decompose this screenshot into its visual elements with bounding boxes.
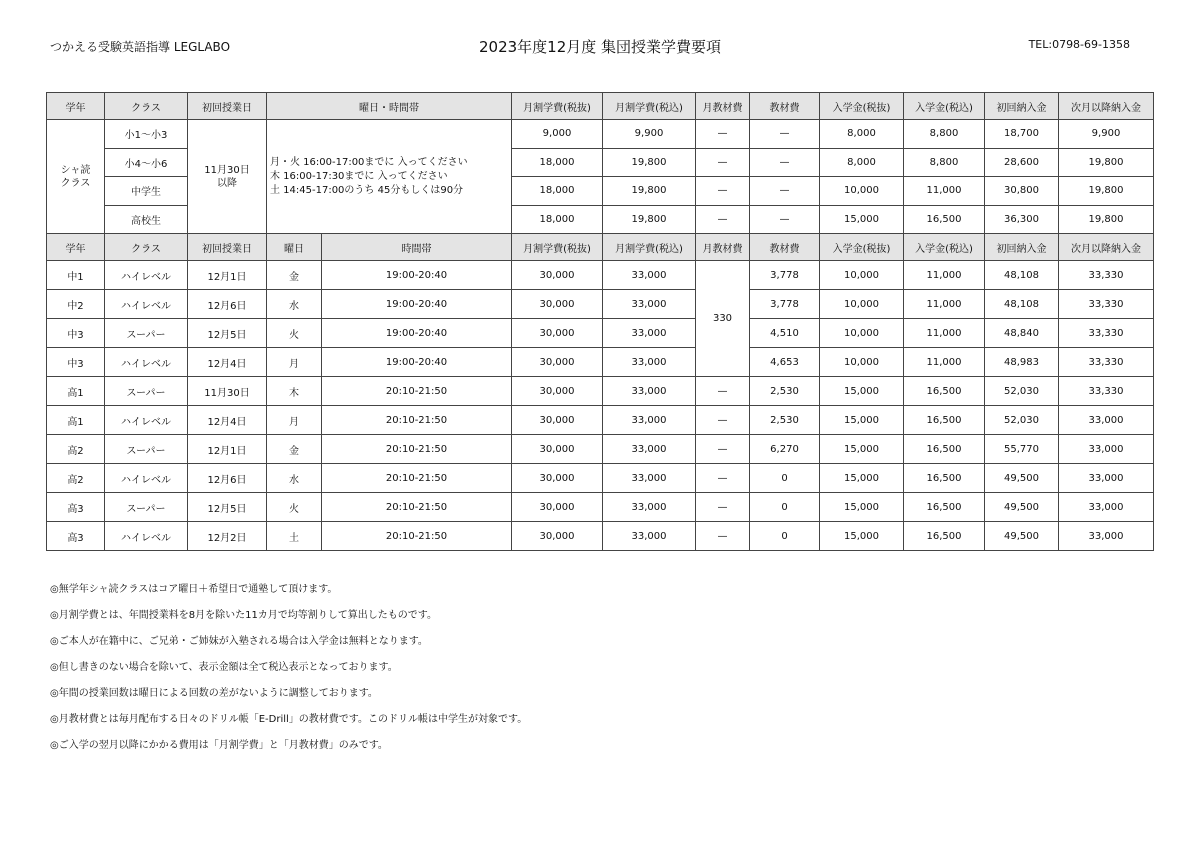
next-cell: 33,000 [1059, 435, 1154, 464]
mat-cell: — [750, 148, 820, 177]
m_in-cell: 33,000 [603, 406, 696, 435]
ent_in-cell: 16,500 [904, 522, 985, 551]
m_in-cell: 33,000 [603, 290, 696, 319]
next-cell: 33,330 [1059, 290, 1154, 319]
time-cell: 20:10-21:50 [322, 493, 512, 522]
m_ex-cell: 30,000 [512, 261, 603, 290]
m_in-cell: 33,000 [603, 348, 696, 377]
first-cell: 30,800 [985, 177, 1059, 206]
note-item: ◎但し書きのない場合を除いて、表示金額は全て税込表示となっております。 [50, 662, 398, 673]
note-item: ◎月割学費とは、年間授業料を8月を除いた11カ月で均等割りして算出したものです。 [50, 610, 438, 621]
table-row [47, 406, 1154, 435]
m_ex-cell: 30,000 [512, 348, 603, 377]
ent_in-cell: 16,500 [904, 435, 985, 464]
next-cell: 33,000 [1059, 406, 1154, 435]
mat-cell: 2,530 [750, 406, 820, 435]
m_ex-cell: 30,000 [512, 290, 603, 319]
notes-list [50, 577, 527, 759]
day-cell: 木 [267, 377, 322, 406]
m_in-cell: 33,000 [603, 435, 696, 464]
m_in-cell: 19,800 [603, 177, 696, 206]
first_pay-cell: 52,030 [985, 406, 1059, 435]
m_in-cell: 9,900 [603, 120, 696, 149]
column-header: クラス [105, 234, 188, 261]
grade-cell: 高1 [47, 406, 105, 435]
first-cell: 12月4日 [188, 406, 267, 435]
m_mat-cell: — [696, 377, 750, 406]
upper-header-row [47, 93, 1154, 120]
m_in-cell: 19,800 [603, 148, 696, 177]
day-cell: 金 [267, 435, 322, 464]
day-cell: 月 [267, 406, 322, 435]
ent_in-cell: 16,500 [904, 205, 985, 234]
m_ex-cell: 18,000 [512, 177, 603, 206]
day-cell: 火 [267, 319, 322, 348]
next-cell: 33,000 [1059, 464, 1154, 493]
ent_ex-cell: 10,000 [820, 290, 904, 319]
ent_in-cell: 11,000 [904, 177, 985, 206]
m_ex-cell: 30,000 [512, 435, 603, 464]
column-header: 月割学費(税抜) [512, 93, 603, 120]
class-cell: スーパー [105, 319, 188, 348]
next-cell: 19,800 [1059, 148, 1154, 177]
m_ex-cell: 30,000 [512, 464, 603, 493]
first-cell: 12月6日 [188, 464, 267, 493]
table-row [47, 522, 1154, 551]
m_in-cell: 33,000 [603, 464, 696, 493]
mat-cell: 0 [750, 493, 820, 522]
column-header: 教材費 [750, 234, 820, 261]
m_mat-cell: — [696, 205, 750, 234]
first-cell: 12月1日 [188, 435, 267, 464]
first-cell: 11月30日 [188, 377, 267, 406]
mat-cell: 0 [750, 522, 820, 551]
class-cell: 高校生 [105, 205, 188, 234]
next-cell: 33,330 [1059, 319, 1154, 348]
day-cell: 水 [267, 464, 322, 493]
grade-cell: 高2 [47, 464, 105, 493]
lower-header-row [47, 234, 1154, 261]
m_in-cell: 33,000 [603, 493, 696, 522]
m_ex-cell: 30,000 [512, 319, 603, 348]
column-header: 学年 [47, 234, 105, 261]
first_pay-cell: 48,108 [985, 290, 1059, 319]
next-cell: 9,900 [1059, 120, 1154, 149]
grade-cell: 中1 [47, 261, 105, 290]
column-header: 曜日 [267, 234, 322, 261]
column-header: 入学金(税込) [904, 234, 985, 261]
column-header: 次月以降納入金 [1059, 234, 1154, 261]
m_ex-cell: 30,000 [512, 522, 603, 551]
ent_ex-cell: 8,000 [820, 120, 904, 149]
m_ex-cell: 9,000 [512, 120, 603, 149]
ent_ex-cell: 10,000 [820, 177, 904, 206]
time-cell: 20:10-21:50 [322, 522, 512, 551]
monthly-material-cell: 330 [696, 261, 750, 377]
time-cell: 19:00-20:40 [322, 319, 512, 348]
table-row [47, 377, 1154, 406]
ent_in-cell: 8,800 [904, 120, 985, 149]
table-row [47, 261, 1154, 290]
fee-table [46, 92, 1154, 551]
m_mat-cell: — [696, 177, 750, 206]
m_mat-cell: — [696, 435, 750, 464]
note-item: ◎無学年シャ読クラスはコア曜日＋希望日で通塾して頂けます。 [50, 584, 338, 595]
class-cell: スーパー [105, 377, 188, 406]
m_in-cell: 33,000 [603, 377, 696, 406]
schedule-cell: 月・火 16:00-17:00までに 入ってください 木 16:00-17:30までに 入ってください 土 14:45-17:00のうち 45分もしくは90分 [267, 120, 512, 234]
column-header: 曜日・時間帯 [267, 93, 512, 120]
table-row [47, 348, 1154, 377]
note-item: ◎ご入学の翌月以降にかかる費用は「月割学費」と「月教材費」のみです。 [50, 740, 388, 751]
page-title: 2023年度12月度 集団授業学費要項 [478, 38, 722, 56]
ent_in-cell: 16,500 [904, 377, 985, 406]
day-cell: 金 [267, 261, 322, 290]
mat-cell: 6,270 [750, 435, 820, 464]
mat-cell: — [750, 120, 820, 149]
next-cell: 33,330 [1059, 261, 1154, 290]
next-cell: 19,800 [1059, 205, 1154, 234]
grade-cell: 高1 [47, 377, 105, 406]
mat-cell: — [750, 177, 820, 206]
ent_ex-cell: 15,000 [820, 493, 904, 522]
first-cell: 12月5日 [188, 319, 267, 348]
column-header: 教材費 [750, 93, 820, 120]
ent_in-cell: 11,000 [904, 348, 985, 377]
table-row [47, 493, 1154, 522]
grade-cell: 高2 [47, 435, 105, 464]
m_ex-cell: 30,000 [512, 377, 603, 406]
table-row [47, 290, 1154, 319]
grade-cell: 高3 [47, 522, 105, 551]
column-header: 入学金(税抜) [820, 234, 904, 261]
time-cell: 19:00-20:40 [322, 261, 512, 290]
day-cell: 水 [267, 290, 322, 319]
grade-cell: 中3 [47, 319, 105, 348]
first_pay-cell: 48,983 [985, 348, 1059, 377]
time-cell: 20:10-21:50 [322, 406, 512, 435]
ent_in-cell: 16,500 [904, 406, 985, 435]
class-cell: ハイレベル [105, 348, 188, 377]
column-header: クラス [105, 93, 188, 120]
column-header: 時間帯 [322, 234, 512, 261]
time-cell: 20:10-21:50 [322, 435, 512, 464]
grade-cell: 中3 [47, 348, 105, 377]
ent_ex-cell: 10,000 [820, 261, 904, 290]
note-item: ◎ご本人が在籍中に、ご兄弟・ご姉妹が入塾される場合は入学金は無料となります。 [50, 636, 428, 647]
column-header: 月割学費(税込) [603, 93, 696, 120]
m_ex-cell: 30,000 [512, 493, 603, 522]
m_mat-cell: — [696, 148, 750, 177]
column-header: 初回授業日 [188, 93, 267, 120]
first_pay-cell: 55,770 [985, 435, 1059, 464]
class-cell: ハイレベル [105, 290, 188, 319]
table-row [47, 464, 1154, 493]
ent_ex-cell: 15,000 [820, 205, 904, 234]
first-day-cell: 11月30日 以降 [188, 120, 267, 234]
table-row [47, 120, 1154, 149]
note-item: ◎年間の授業回数は曜日による回数の差がないように調整しております。 [50, 688, 378, 699]
column-header: 次月以降納入金 [1059, 93, 1154, 120]
column-header: 入学金(税抜) [820, 93, 904, 120]
m_in-cell: 19,800 [603, 205, 696, 234]
table-row [47, 435, 1154, 464]
ent_ex-cell: 15,000 [820, 435, 904, 464]
first-cell: 12月5日 [188, 493, 267, 522]
ent_in-cell: 11,000 [904, 290, 985, 319]
ent_ex-cell: 15,000 [820, 406, 904, 435]
mat-cell: 4,510 [750, 319, 820, 348]
ent_in-cell: 11,000 [904, 319, 985, 348]
column-header: 月割学費(税抜) [512, 234, 603, 261]
m_mat-cell: — [696, 406, 750, 435]
first-cell: 12月2日 [188, 522, 267, 551]
time-cell: 20:10-21:50 [322, 377, 512, 406]
ent_ex-cell: 10,000 [820, 319, 904, 348]
class-cell: スーパー [105, 493, 188, 522]
mat-cell: 4,653 [750, 348, 820, 377]
next-cell: 33,000 [1059, 522, 1154, 551]
phone-number: TEL:0798-69-1358 [1028, 38, 1130, 51]
ent_ex-cell: 15,000 [820, 464, 904, 493]
ent_in-cell: 16,500 [904, 493, 985, 522]
m_ex-cell: 18,000 [512, 205, 603, 234]
next-cell: 33,330 [1059, 348, 1154, 377]
ent_ex-cell: 8,000 [820, 148, 904, 177]
m_in-cell: 33,000 [603, 522, 696, 551]
next-cell: 19,800 [1059, 177, 1154, 206]
class-cell: ハイレベル [105, 406, 188, 435]
grade-cell: 中2 [47, 290, 105, 319]
class-cell: 小4～小6 [105, 148, 188, 177]
grade-cell: シャ読 クラス [47, 120, 105, 234]
first-cell: 28,600 [985, 148, 1059, 177]
ent_ex-cell: 15,000 [820, 377, 904, 406]
class-cell: 小1～小3 [105, 120, 188, 149]
m_in-cell: 33,000 [603, 261, 696, 290]
class-cell: ハイレベル [105, 464, 188, 493]
first-cell: 18,700 [985, 120, 1059, 149]
first-cell: 12月4日 [188, 348, 267, 377]
mat-cell: 0 [750, 464, 820, 493]
class-cell: ハイレベル [105, 522, 188, 551]
column-header: 入学金(税込) [904, 93, 985, 120]
first-cell: 12月6日 [188, 290, 267, 319]
column-header: 初回授業日 [188, 234, 267, 261]
first-cell: 12月1日 [188, 261, 267, 290]
first_pay-cell: 52,030 [985, 377, 1059, 406]
column-header: 初回納入金 [985, 93, 1059, 120]
grade-cell: 高3 [47, 493, 105, 522]
column-header: 月教材費 [696, 93, 750, 120]
ent_ex-cell: 15,000 [820, 522, 904, 551]
ent_in-cell: 16,500 [904, 464, 985, 493]
first_pay-cell: 49,500 [985, 493, 1059, 522]
m_mat-cell: — [696, 464, 750, 493]
column-header: 月割学費(税込) [603, 234, 696, 261]
school-name: つかえる受験英語指導 LEGLABO [50, 40, 231, 54]
first-cell: 36,300 [985, 205, 1059, 234]
ent_in-cell: 8,800 [904, 148, 985, 177]
ent_ex-cell: 10,000 [820, 348, 904, 377]
mat-cell: 3,778 [750, 261, 820, 290]
first_pay-cell: 49,500 [985, 522, 1059, 551]
day-cell: 月 [267, 348, 322, 377]
class-cell: ハイレベル [105, 261, 188, 290]
day-cell: 火 [267, 493, 322, 522]
class-cell: 中学生 [105, 177, 188, 206]
time-cell: 19:00-20:40 [322, 290, 512, 319]
m_ex-cell: 18,000 [512, 148, 603, 177]
time-cell: 19:00-20:40 [322, 348, 512, 377]
m_ex-cell: 30,000 [512, 406, 603, 435]
column-header: 学年 [47, 93, 105, 120]
m_mat-cell: — [696, 120, 750, 149]
class-cell: スーパー [105, 435, 188, 464]
m_mat-cell: — [696, 493, 750, 522]
ent_in-cell: 11,000 [904, 261, 985, 290]
note-item: ◎月教材費とは毎月配布する日々のドリル帳「E-Drill」の教材費です。このドリル帳は中学生が対象です。 [50, 714, 528, 725]
next-cell: 33,330 [1059, 377, 1154, 406]
column-header: 初回納入金 [985, 234, 1059, 261]
column-header: 月教材費 [696, 234, 750, 261]
day-cell: 土 [267, 522, 322, 551]
m_in-cell: 33,000 [603, 319, 696, 348]
first_pay-cell: 48,840 [985, 319, 1059, 348]
m_mat-cell: — [696, 522, 750, 551]
mat-cell: 2,530 [750, 377, 820, 406]
first_pay-cell: 48,108 [985, 261, 1059, 290]
first_pay-cell: 49,500 [985, 464, 1059, 493]
time-cell: 20:10-21:50 [322, 464, 512, 493]
mat-cell: — [750, 205, 820, 234]
table-row [47, 319, 1154, 348]
next-cell: 33,000 [1059, 493, 1154, 522]
mat-cell: 3,778 [750, 290, 820, 319]
